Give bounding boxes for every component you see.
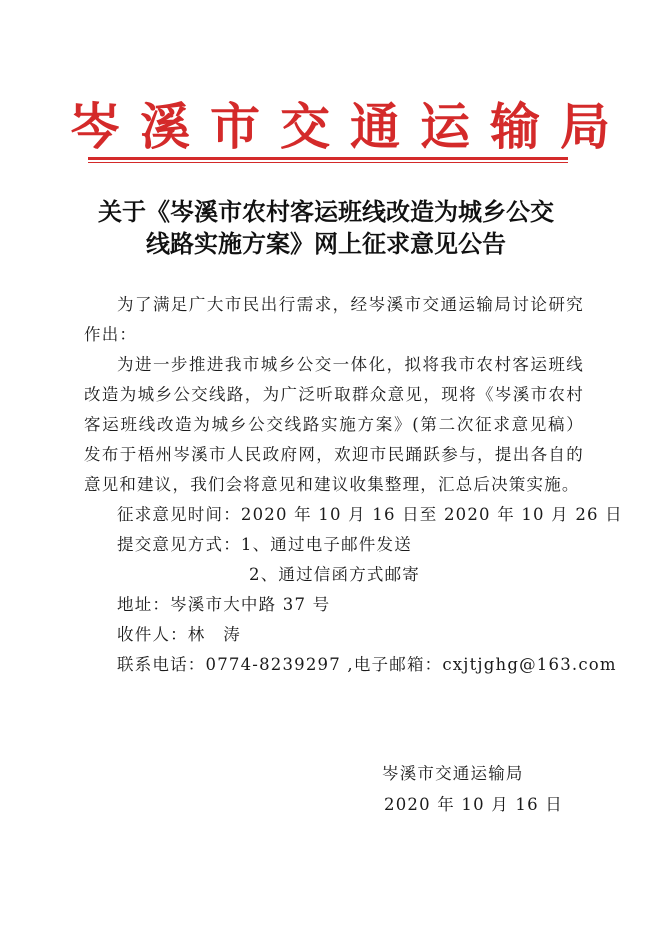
submission-method-1: 提交意见方式：1、通过电子邮件发送 <box>117 535 412 554</box>
masthead-rule-thick <box>88 157 568 160</box>
recipient-name: 收件人：林 涛 <box>117 625 241 644</box>
signature-org: 岑溪市交通运输局 <box>382 764 524 783</box>
mailing-address: 地址：岑溪市大中路 37 号 <box>117 595 331 614</box>
main-paragraph: 为进一步推进我市城乡公交一体化，拟将我市农村客运班线改造为城乡公交线路，为广泛听取群众意见，现将《岑溪市农村客运班线改造为城乡公交线路实施方案》(第二次征求意见稿）发布于梧州岑溪市人民政府网，欢迎市民踊跃参与，提出各自的意见和建议，我们会将意见和建议收集整理，汇总后决策实施。 <box>84 355 584 494</box>
comment-period: 征求意见时间：2020 年 10 月 16 日至 2020 年 10 月 26 日 <box>117 505 623 524</box>
submission-method-2: 2、通过信函方式邮寄 <box>249 565 420 584</box>
notice-title-line-2: 线路实施方案》网上征求意见公告 <box>146 229 506 258</box>
signature-date: 2020 年 10 月 16 日 <box>384 795 563 814</box>
masthead-title: 岑溪市交通运输局 <box>70 97 630 156</box>
notice-title <box>80 196 572 260</box>
intro-paragraph: 为了满足广大市民出行需求，经岑溪市交通运输局讨论研究作出： <box>84 295 584 344</box>
notice-body <box>84 290 623 680</box>
masthead-rule-thin <box>88 162 568 163</box>
contact-info: 联系电话：0774-8239297 ,电子邮箱：cxjtjghg@163.com <box>117 655 617 674</box>
signature-block <box>382 758 582 820</box>
notice-title-line-1: 关于《岑溪市农村客运班线改造为城乡公交 <box>98 197 554 226</box>
